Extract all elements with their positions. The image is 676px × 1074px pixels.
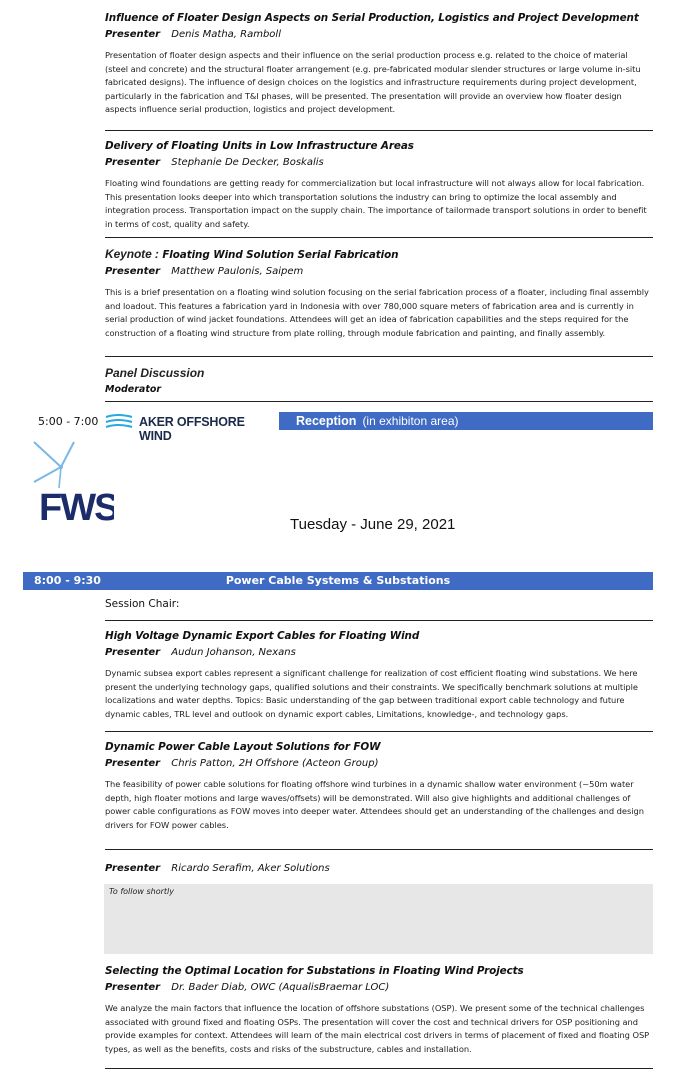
divider [105,237,653,238]
presenter-line [105,758,653,769]
session-time: 8:00 - 9:30 [34,574,101,587]
presenter-name: Chris Patton, 2H Offshore (Acteon Group) [171,758,379,769]
session-bar [23,572,653,590]
panel-title: Panel Discussion [105,366,205,380]
talk-item [105,863,653,874]
fws-logo [28,440,114,530]
presenter-name: Denis Matha, Ramboll [171,29,281,40]
talk-description: Presentation of floater design aspects and their influence on the serial production process e.g. related to the choice of material (steel and concrete) and the structural floater arrangement (e.g. pre-fabricated modular slender structures or large volume in-situ fabricated designs). The influence of design choices on the logistics and infrastructure requirements during project development, particularly in the fabrication and T&I phases, will be presented. The presentation will provide an overview how floater design aspects influence serial production, logistics and project development. [105,50,641,114]
divider [105,401,653,402]
divider [105,620,653,621]
sponsor-name: AKER OFFSHORE WIND [139,415,245,443]
presenter-label: Presenter [105,863,161,874]
presenter-label: Presenter [105,157,161,168]
keynote-prefix: Keynote : [105,247,159,261]
aker-offshore-wind-logo [104,412,276,443]
keynote-item [105,247,653,340]
presenter-line [105,29,653,40]
talk-item [105,965,653,1056]
day-heading: Tuesday - June 29, 2021 [290,516,456,533]
talk-title: Dynamic Power Cable Layout Solutions for FOW [105,741,381,753]
session-chair-label: Session Chair: [105,598,180,610]
divider [105,130,653,131]
talk-title: Selecting the Optimal Location for Substations in Floating Wind Projects [105,965,524,977]
presenter-line [105,982,653,993]
presenter-label: Presenter [105,647,161,658]
presenter-label: Presenter [105,982,161,993]
reception-title: Reception [296,414,357,428]
presenter-line [105,157,653,168]
moderator-label: Moderator [105,384,162,395]
keynote-title: Floating Wind Solution Serial Fabrication [162,249,399,261]
divider [105,1068,653,1069]
presenter-line [105,266,653,277]
aker-wave-icon [104,412,136,432]
presenter-label: Presenter [105,266,161,277]
panel-discussion [105,366,653,395]
reception-time: 5:00 - 7:00 [38,415,99,428]
session-name: Power Cable Systems & Substations [225,574,451,587]
talk-item [105,12,653,117]
talk-item [105,741,653,832]
talk-description: We analyze the main factors that influence the location of offshore substations (OSP). We present some of the technical challenges associated with ground fixed and floating OSPs. The presentation will cover the cost and technical drivers for OSP positioning and provide examples for context. Attendees will learn of the main electrical cost drivers in terms of placement of fixed and floating OSP types, as well as the benefits, costs and risks of the substructure, cables and installation. [105,1003,650,1054]
placeholder-box [104,884,653,954]
presenter-name: Stephanie De Decker, Boskalis [171,157,324,168]
placeholder-text: To follow shortly [109,887,174,896]
divider [105,356,653,357]
presenter-label: Presenter [105,29,161,40]
talk-title: Influence of Floater Design Aspects on Serial Production, Logistics and Project Development [105,12,639,24]
presenter-name: Ricardo Serafim, Aker Solutions [171,863,330,874]
presenter-label: Presenter [105,758,161,769]
talk-description: Floating wind foundations are getting ready for commercialization but local infrastructure will not always allow for local fabrication. This presentation looks deeper into which transportation solutions the industry can bring to optimize the local assembly and integration process. Transportation impact on the supply chain. The importance of tailormade transport solutions in order to benefit in terms of cost, quality and safety. [105,178,647,229]
talk-description: This is a brief presentation on a floating wind solution focusing on the serial fabrication process of a floater, including final assembly and loadout. This features a fabrication yard in Indonesia with over 780,000 square meters of fabrication area and is currently in serial production of wind jacket foundations. Attendees will get an idea of fabrication capabilities and the steps required for the construction of a floating wind structure from plate rolling, through module fabrication and painting, and finally assembly. [105,287,649,338]
presenter-name: Audun Johanson, Nexans [171,647,296,658]
reception-bar [279,412,653,430]
presenter-name: Dr. Bader Diab, OWC (AqualisBraemar LOC) [171,982,390,993]
wind-turbine-icon [34,442,74,488]
talk-item [105,630,653,721]
talk-title [105,247,653,261]
talk-title: Delivery of Floating Units in Low Infrastructure Areas [105,140,414,152]
talk-description: The feasibility of power cable solutions for floating offshore wind turbines in a dynamic shallow water environment (~50m water depth, high floater motions and large waves/offsets) will be demonstrated. Will also give highlights and additional challenges of power cable configurations as FOW moves into deeper water. Attendees should get an understanding of the challenges and design drivers for FOW power cables. [105,779,644,830]
divider [105,849,653,850]
talk-description: Dynamic subsea export cables represent a significant challenge for realization of cost efficient floating wind substations. We here present the underlying technology gaps, qualified solutions and their constraints. We specifically benchmark solutions at multiple localizations and water depths. Topics: Basic understanding of the gap between traditional export cable technology and future dynamic cables, TRL level and outlook on dynamic export cables, Limitations, knowledge-, and technology gaps. [105,668,638,719]
presenter-name: Matthew Paulonis, Saipem [171,266,304,277]
presenter-line [105,863,653,874]
reception-location: (in exhibiton area) [362,414,459,428]
talk-item [105,140,653,231]
fws-logo-text: FWS [39,487,114,529]
presenter-line [105,647,653,658]
talk-title: High Voltage Dynamic Export Cables for Floating Wind [105,630,420,642]
divider [105,731,653,732]
